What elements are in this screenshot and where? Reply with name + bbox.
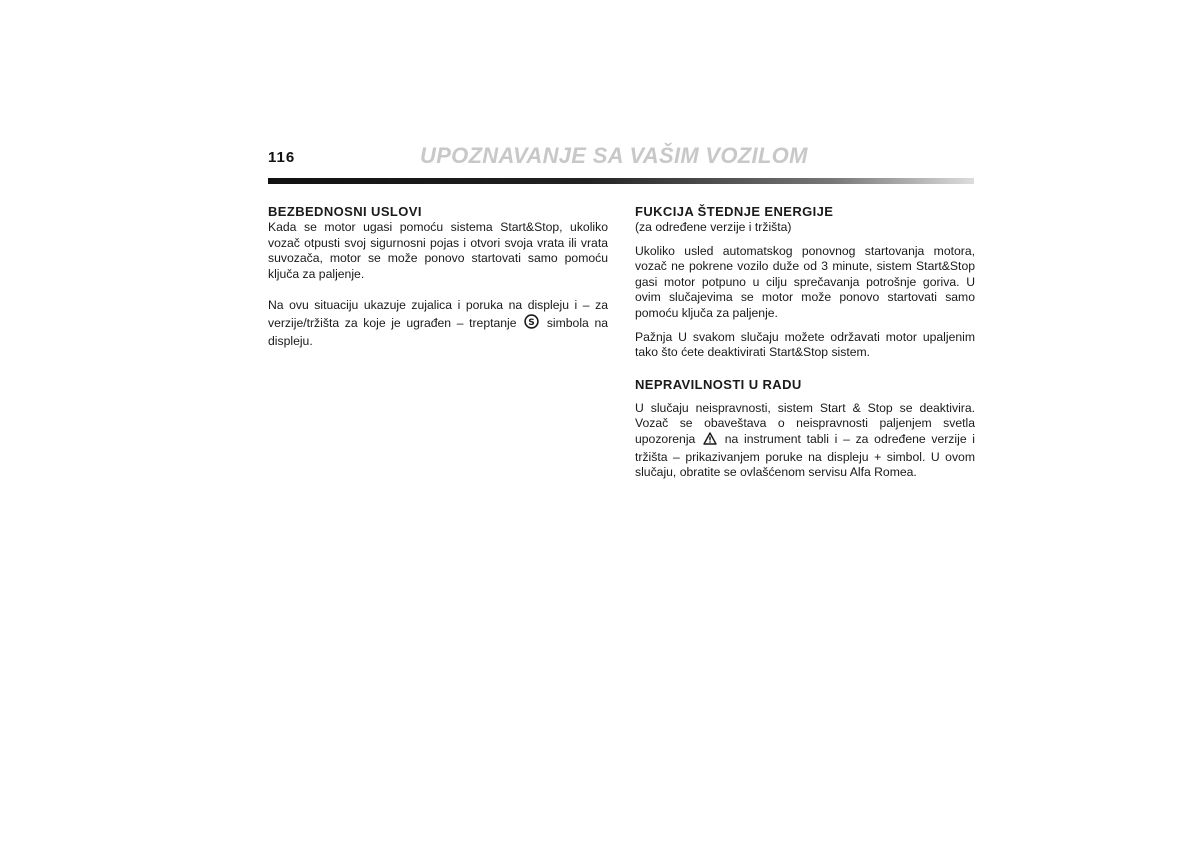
malfunctions-text-before: U slučaju neispravnosti, sistem Start & Stop se deaktivira. Vozač se obaveštava o neispravnosti paljenjem svetla upozorenja (635, 400, 975, 446)
spacer (635, 393, 975, 401)
header-rule (268, 178, 974, 184)
safety-conditions-paragraph: Kada se motor ugasi pomoću sistema Start&Stop, ukoliko vozač otpusti svoj sigurnosni pojas i otvori svoja vrata ili vrata suvozača, motor se može ponovo startovati samo pomoću ključa za paljenje. (268, 220, 608, 281)
spacer (635, 322, 975, 330)
page-number: 116 (268, 149, 296, 166)
warning-triangle-icon (703, 432, 717, 450)
malfunctions-paragraph (635, 401, 975, 481)
section-heading-safety-conditions: BEZBEDNOSNI USLOVI (268, 204, 422, 219)
spacer (635, 361, 975, 377)
malfunctions-text-after: na instrument tabli i – za određene verzije i tržišta – prikazivanjem poruke na displeju + simbol. U ovom slučaju, obratite se ovlašćenom servisu Alfa Romea. (635, 431, 976, 480)
svg-text:S: S (528, 317, 535, 328)
right-column (635, 204, 975, 481)
energy-saving-subheading: (za određene verzije i tržišta) (635, 220, 792, 234)
page-header-title: UPOZNAVANJE SA VAŠIM VOZILOM (420, 143, 808, 168)
start-stop-symbol-icon (524, 314, 539, 334)
attention-paragraph: Pažnja U svakom slučaju možete održavati motor upaljenim tako što ćete deaktivirati Start&Stop sistem. (635, 329, 975, 360)
buzzer-paragraph (268, 298, 608, 349)
spacer (635, 236, 975, 244)
energy-saving-paragraph: Ukoliko usled automatskog ponovnog startovanja motora, vozač ne pokrene vozilo duže od 3 minute, sistem Start&Stop gasi motor potpuno u cilju sprečavanja potrošnje goriva. U ovim slučajevima se motor može ponovo startovati samo pomoću ključa za paljenje. (635, 243, 975, 320)
section-heading-energy-saving: FUKCIJA ŠTEDNJE ENERGIJE (635, 204, 834, 219)
buzzer-text-before: Na ovu situaciju ukazuje zujalica i poruka na displeju i – za verzije/tržišta za koje je ugrađen – treptanje (268, 298, 608, 330)
left-column (268, 204, 608, 349)
section-heading-malfunctions: NEPRAVILNOSTI U RADU (635, 376, 802, 392)
spacer (268, 282, 608, 298)
buzzer-text-after: simbola na displeju. (268, 315, 609, 348)
